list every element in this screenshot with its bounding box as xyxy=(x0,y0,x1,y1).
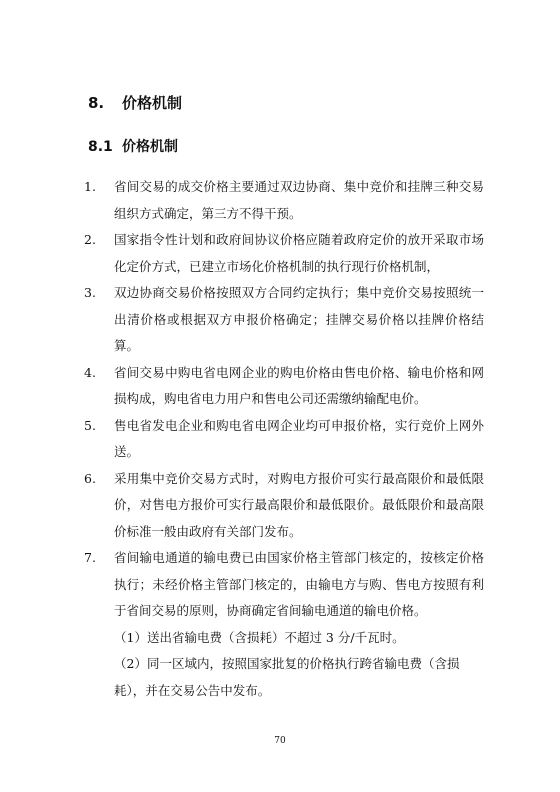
item-text: 售电省发电企业和购电省电网企业均可申报价格，实行竞价上网外送。 xyxy=(114,417,484,459)
item-text: 双边协商交易价格按照双方合同约定执行；集中竞价交易按照统一出清价格或根据双方申报价格确定；挂牌交易价格以挂牌价格结算。 xyxy=(114,285,484,353)
page-number: 70 xyxy=(274,736,286,746)
item-number: 3. xyxy=(84,285,96,300)
section-number: 8. xyxy=(88,94,105,112)
list-item xyxy=(84,227,484,280)
list-item xyxy=(84,545,484,625)
item-number: 7. xyxy=(84,550,96,565)
item-text: 省间输电通道的输电费已由国家价格主管部门核定的，按核定价格执行；未经价格主管部门核定的，由输电方与购、售电方按照有利于省间交易的原则，协商确定省间输电通道的输电价格。 xyxy=(114,550,484,618)
list-item xyxy=(84,360,484,413)
item-number: 1. xyxy=(84,179,96,194)
subsection-title: 价格机制 xyxy=(122,139,178,155)
subsection-heading xyxy=(88,136,178,156)
list-item xyxy=(84,174,484,227)
sub-item: （1）送出省输电费（含损耗）不超过 3 分/千瓦时。 xyxy=(114,629,405,645)
item-number: 5. xyxy=(84,417,96,433)
item-number: 2. xyxy=(84,232,96,247)
sub-item: （2）同一区域内，按照国家批复的价格执行跨省输电费（含损耗），并在交易公告中发布。 xyxy=(114,656,460,698)
item-number: 6. xyxy=(84,470,96,486)
item-text: 采用集中竞价交易方式时，对购电方报价可实行最高限价和最低限价，对售电方报价可实行最高限价和最低限价。最低限价和最高限价标准一般由政府有关部门发布。 xyxy=(114,470,484,539)
subsection-number: 8.1 xyxy=(88,139,113,155)
item-text: 省间交易中购电省电网企业的购电价格由售电价格、输电价格和网损构成，购电省电力用户和售电公司还需缴纳输配电价。 xyxy=(114,364,484,406)
list-item xyxy=(84,413,484,466)
section-title: 价格机制 xyxy=(122,94,183,112)
list-item xyxy=(84,280,484,360)
list-item xyxy=(84,466,484,546)
item-text: 省间交易的成交价格主要通过双边协商、集中竞价和挂牌三种交易组织方式确定，第三方不得干预。 xyxy=(114,179,484,221)
numbered-list xyxy=(84,174,484,704)
item-text: 国家指令性计划和政府间协议价格应随着政府定价的放开采取市场化定价方式，已建立市场化价格机制的执行现行价格机制， xyxy=(114,232,484,274)
item-number: 4. xyxy=(84,364,96,380)
section-heading xyxy=(88,92,182,113)
